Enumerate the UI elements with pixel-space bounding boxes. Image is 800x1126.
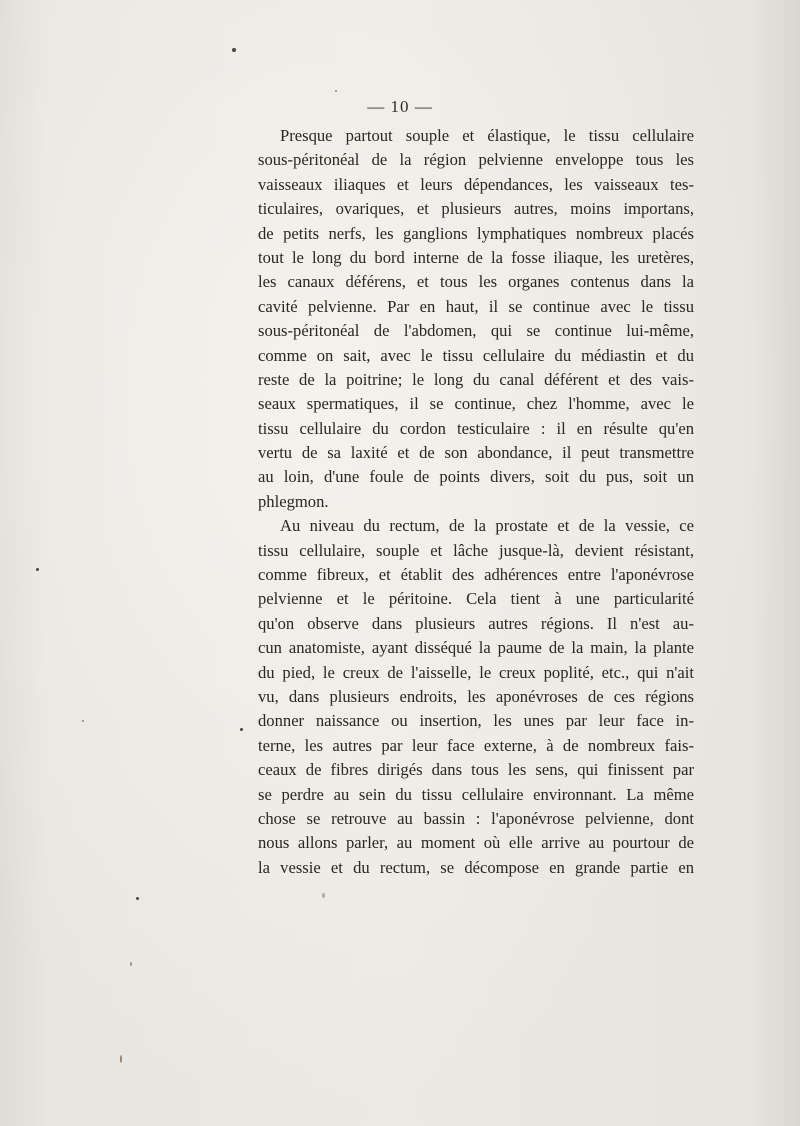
text-line: seaux spermatiques, il se continue, chez l'homme, avec le xyxy=(258,394,694,414)
body-text xyxy=(258,124,694,880)
text-line: reste de la poitrine; le long du canal déférent et des vais- xyxy=(258,369,694,389)
text-line: vertu de sa laxité et de son abondance, il peut transmettre xyxy=(258,443,694,463)
text-line: comme fibreux, et établit des adhérences entre l'aponévrose xyxy=(258,565,694,585)
text-line: au loin, d'une foule de points divers, soit du pus, soit un xyxy=(258,467,694,487)
paper-speck xyxy=(82,720,84,722)
text-line: sous-péritonéal de la région pelvienne enveloppe tous les xyxy=(258,150,694,170)
paper-speck xyxy=(232,48,236,52)
text-line: du pied, le creux de l'aisselle, le creux poplité, etc., qui n'ait xyxy=(258,662,694,682)
text-line: pelvienne et le péritoine. Cela tient à une particularité xyxy=(258,589,694,609)
text-line: cun anatomiste, ayant disséqué la paume de la main, la plante xyxy=(258,638,694,658)
text-line: ceaux de fibres dirigés dans tous les sens, qui finissent par xyxy=(258,760,694,780)
text-line: se perdre au sein du tissu cellulaire environnant. La même xyxy=(258,784,694,804)
text-line: tout le long du bord interne de la fosse iliaque, les uretères, xyxy=(258,247,694,267)
paragraph-2 xyxy=(258,514,694,880)
text-line: qu'on observe dans plusieurs autres régions. Il n'est au- xyxy=(258,613,694,633)
text-line: de petits nerfs, les ganglions lymphatiques nombreux placés xyxy=(258,223,694,243)
text-line: sous-péritonéal de l'abdomen, qui se continue lui-même, xyxy=(258,321,694,341)
paragraph-1 xyxy=(258,124,694,514)
paper-speck xyxy=(136,897,139,900)
text-line: vaisseaux iliaques et leurs dépendances, les vaisseaux tes- xyxy=(258,174,694,194)
text-line: terne, les autres par leur face externe, à de nombreux fais- xyxy=(258,735,694,755)
text-line: la vessie et du rectum, se décompose en grande partie en xyxy=(258,857,694,877)
text-line: comme on sait, avec le tissu cellulaire du médiastin et du xyxy=(258,345,694,365)
text-line: donner naissance ou insertion, les unes par leur face in- xyxy=(258,711,694,731)
text-line: tissu cellulaire, souple et lâche jusque-là, devient résistant, xyxy=(258,540,694,560)
paper-speck xyxy=(130,962,132,966)
text-line: vu, dans plusieurs endroits, les aponévroses de ces régions xyxy=(258,686,694,706)
page-number: — 10 — xyxy=(367,97,433,116)
text-line: Au niveau du rectum, de la prostate et de la vessie, ce xyxy=(280,516,694,536)
text-line: Presque partout souple et élastique, le tissu cellulaire xyxy=(280,126,694,145)
text-line: ticulaires, ovariques, et plusieurs autres, moins importans, xyxy=(258,199,694,219)
paper-speck xyxy=(322,893,325,898)
paper-speck xyxy=(335,90,337,92)
text-line: nous allons parler, au moment où elle arrive au pourtour de xyxy=(258,833,694,853)
paper-speck xyxy=(120,1055,122,1063)
text-line: phlegmon. xyxy=(258,491,329,511)
paper-speck xyxy=(36,568,39,571)
text-line: tissu cellulaire du cordon testiculaire : il en résulte qu'en xyxy=(258,418,694,438)
paper-speck xyxy=(240,728,243,731)
text-line: chose se retrouve au bassin : l'aponévrose pelvienne, dont xyxy=(258,808,694,828)
text-line: cavité pelvienne. Par en haut, il se continue avec le tissu xyxy=(258,296,694,316)
text-line: les canaux déférens, et tous les organes contenus dans la xyxy=(258,272,694,292)
